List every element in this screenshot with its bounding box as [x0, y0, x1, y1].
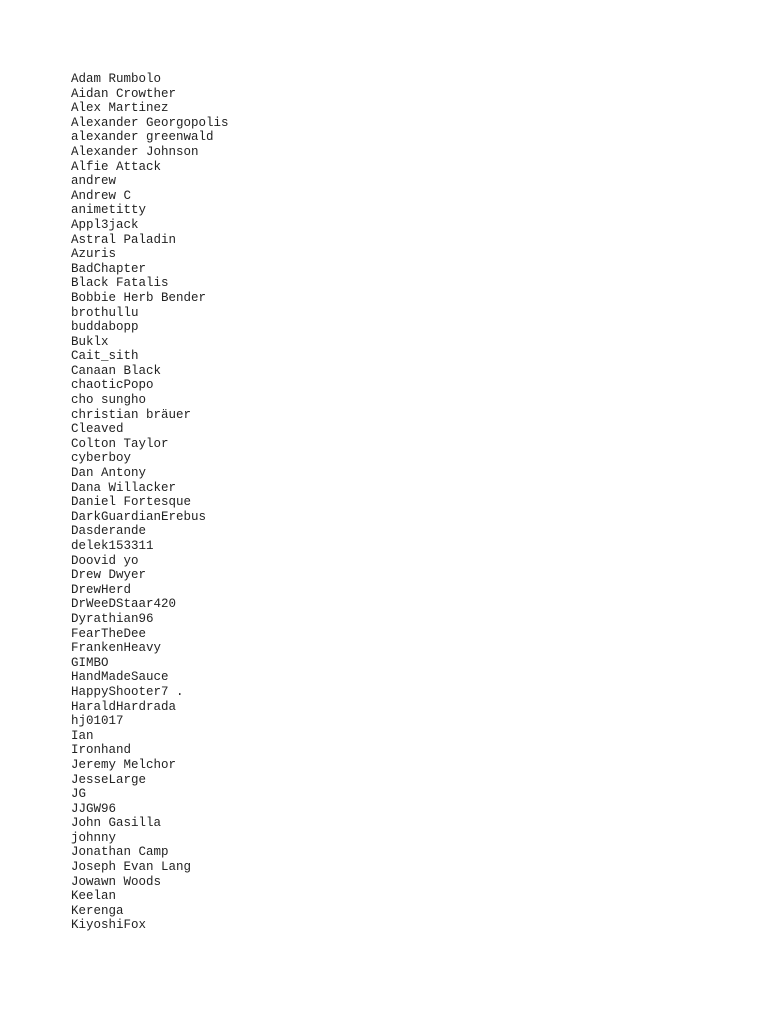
list-item: JJGW96 — [71, 801, 117, 816]
list-item: Alfie Attack — [71, 159, 162, 174]
list-item: Joseph Evan Lang — [71, 860, 192, 875]
list-item: Bobbie Herb Bender — [71, 290, 207, 305]
list-item: andrew — [71, 174, 117, 189]
list-item: Buklx — [71, 334, 109, 349]
list-item: Dana Willacker — [71, 480, 177, 495]
list-item: FrankenHeavy — [71, 641, 162, 656]
list-item: Doovid yo — [71, 553, 139, 568]
list-item: Ironhand — [71, 743, 132, 758]
list-item: christian bräuer — [71, 407, 192, 422]
list-item: Jeremy Melchor — [71, 757, 177, 772]
list-item: Daniel Fortesque — [71, 495, 192, 510]
list-item: cyberboy — [71, 451, 132, 466]
list-item: Alex Martinez — [71, 101, 169, 116]
list-item: alexander greenwald — [71, 130, 214, 145]
list-item: Ian — [71, 728, 94, 743]
list-item: Alexander Georgopolis — [71, 115, 229, 130]
list-item: Dan Antony — [71, 466, 147, 481]
list-item: JG — [71, 787, 87, 802]
list-item: animetitty — [71, 203, 147, 218]
list-item: JesseLarge — [71, 772, 147, 787]
list-item: Andrew C — [71, 188, 132, 203]
list-item: Appl3jack — [71, 217, 139, 232]
list-item: chaoticPopo — [71, 378, 154, 393]
list-item: Kerenga — [71, 903, 124, 918]
list-item: KiyoshiFox — [71, 918, 147, 933]
list-item: johnny — [71, 830, 117, 845]
list-item: Colton Taylor — [71, 436, 169, 451]
list-item: delek153311 — [71, 539, 154, 553]
list-item: Jowawn Woods — [71, 874, 162, 889]
list-item: DrewHerd — [71, 582, 132, 597]
list-item: John Gasilla — [71, 816, 162, 831]
list-item: Cleaved — [71, 422, 124, 437]
list-item: Cait_sith — [71, 349, 139, 364]
list-item: Black Fatalis — [71, 276, 169, 291]
list-item: Dyrathian96 — [71, 611, 154, 626]
list-item: Drew Dwyer — [71, 568, 147, 583]
list-item: Keelan — [71, 889, 117, 904]
list-item: Dasderande — [71, 524, 147, 539]
list-item: Astral Paladin — [71, 232, 177, 247]
list-item: Azuris — [71, 247, 117, 262]
list-item: HandMadeSauce — [71, 670, 169, 685]
list-item: GIMBO — [71, 655, 109, 670]
list-item: DrWeeDStaar420 — [71, 597, 177, 612]
list-item: buddabopp — [71, 320, 139, 335]
list-item: brothullu — [71, 305, 139, 320]
list-item: Jonathan Camp — [71, 845, 169, 860]
name-list — [71, 72, 229, 933]
list-item: hj01017 — [71, 714, 124, 729]
list-item: Aidan Crowther — [71, 86, 177, 101]
list-item: BadChapter — [71, 261, 147, 276]
list-item: Canaan Black — [71, 363, 162, 378]
list-item: Adam Rumbolo — [71, 72, 162, 86]
list-item: cho sungho — [71, 393, 147, 408]
list-item: HappyShooter7 . — [71, 684, 184, 699]
list-item: DarkGuardianErebus — [71, 509, 207, 524]
list-item: HaraldHardrada — [71, 699, 177, 714]
list-item: Alexander Johnson — [71, 144, 199, 159]
list-item: FearTheDee — [71, 626, 147, 641]
